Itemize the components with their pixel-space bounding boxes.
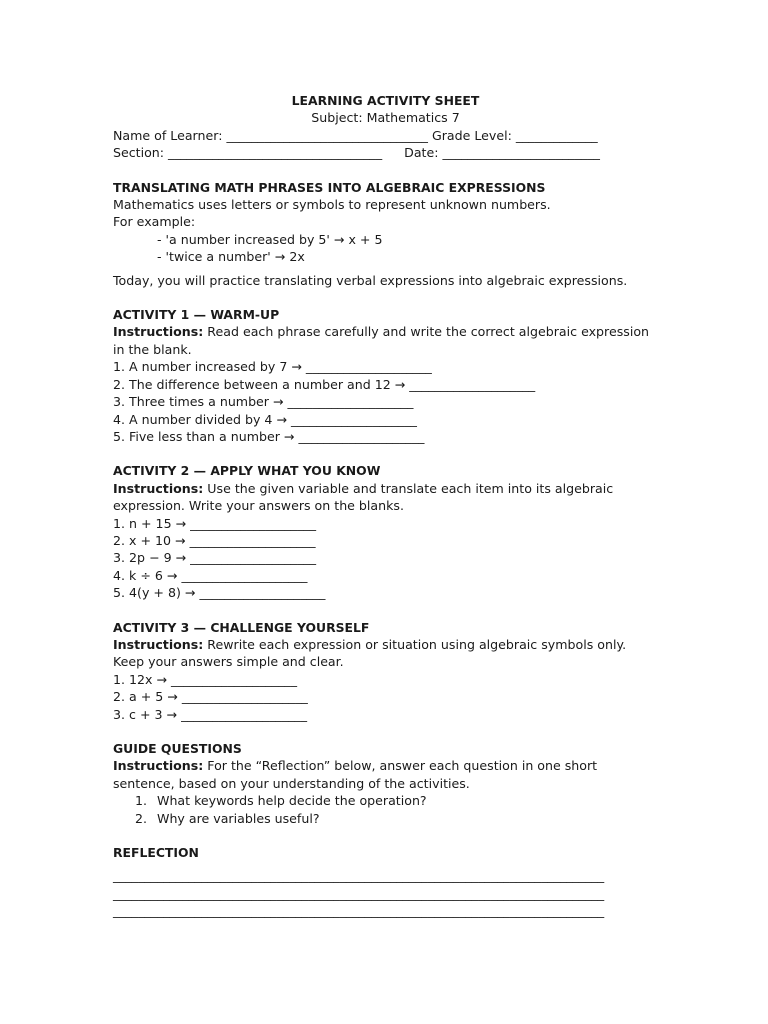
activity3-instructions xyxy=(113,636,658,671)
activity1-item[interactable]: 1. A number increased by 7 → ____________________ xyxy=(113,359,432,375)
activity2-heading: ACTIVITY 2 — APPLY WHAT YOU KNOW xyxy=(113,463,381,479)
activity1-item[interactable]: 4. A number divided by 4 → ____________________ xyxy=(113,411,417,427)
activity1-heading: ACTIVITY 1 — WARM-UP xyxy=(113,307,280,323)
subject-label: Subject: Mathematics 7 xyxy=(311,110,460,126)
activity2-item[interactable]: 5. 4(y + 8) → ____________________ xyxy=(113,585,326,601)
intro-closing: Today, you will practice translating verbal expressions into algebraic expressions. xyxy=(113,272,628,288)
guide-question-list xyxy=(113,792,658,827)
guide-heading: GUIDE QUESTIONS xyxy=(113,741,242,756)
reflection-heading: REFLECTION xyxy=(113,845,199,861)
section-field[interactable]: Section: __________________________________ xyxy=(113,145,383,161)
activity2-instructions xyxy=(113,480,658,515)
date-field[interactable]: Date: _________________________ xyxy=(404,145,600,161)
instructions-label: Instructions: xyxy=(113,636,204,652)
activity2-item[interactable]: 1. n + 15 → ____________________ xyxy=(113,515,317,531)
activity2-item[interactable]: 3. 2p − 9 → ____________________ xyxy=(113,550,317,566)
activity3-heading: ACTIVITY 3 — CHALLENGE YOURSELF xyxy=(113,619,370,635)
instructions-text: Read each phrase carefully and write the correct algebraic expression in the blank. xyxy=(113,324,650,357)
activity-sheet xyxy=(113,92,658,920)
activity1-item[interactable]: 2. The difference between a number and 12 → ____________________ xyxy=(113,376,536,392)
sheet-title: LEARNING ACTIVITY SHEET xyxy=(291,93,480,108)
instructions-label: Instructions: xyxy=(113,758,204,774)
section-date-row xyxy=(113,144,658,161)
activity1-item[interactable]: 5. Five less than a number → ____________________ xyxy=(113,428,425,444)
guide-question xyxy=(135,792,658,809)
activity3-item[interactable]: 1. 12x → ____________________ xyxy=(113,671,297,687)
intro-example-1: - 'a number increased by 5' → x + 5 xyxy=(157,231,383,247)
reflection-answer-line[interactable]: ______________________________________________________________________________ xyxy=(113,868,605,884)
question-text: What keywords help decide the operation? xyxy=(157,793,427,809)
intro-line-2: For example: xyxy=(113,214,196,230)
intro-line-1: Mathematics uses letters or symbols to represent unknown numbers. xyxy=(113,197,551,213)
guide-instructions xyxy=(113,757,658,792)
question-text: Why are variables useful? xyxy=(157,810,320,826)
activity3-item[interactable]: 2. a + 5 → ____________________ xyxy=(113,689,308,705)
instructions-label: Instructions: xyxy=(113,324,204,340)
instructions-text: For the “Reflection” below, answer each question in one short sentence, based on your understanding of the activities. xyxy=(113,758,598,791)
name-of-learner-field[interactable]: Name of Learner: ________________________________ xyxy=(113,127,428,143)
activity2-item[interactable]: 4. k ÷ 6 → ____________________ xyxy=(113,567,308,583)
activity2-item[interactable]: 2. x + 10 → ____________________ xyxy=(113,532,316,548)
reflection-answer-line[interactable]: ______________________________________________________________________________ xyxy=(113,885,605,901)
reflection-answer-line[interactable]: ______________________________________________________________________________ xyxy=(113,903,605,919)
activity1-item[interactable]: 3. Three times a number → ____________________ xyxy=(113,394,414,410)
guide-question xyxy=(135,810,658,827)
intro-example-2: - 'twice a number' → 2x xyxy=(157,249,305,265)
activity3-item[interactable]: 3. c + 3 → ____________________ xyxy=(113,706,308,722)
instructions-label: Instructions: xyxy=(113,480,204,496)
question-number: 1. xyxy=(135,793,148,809)
name-grade-row xyxy=(113,127,658,144)
instructions-text: Use the given variable and translate each item into its algebraic expression. Write your answers on the blanks. xyxy=(113,480,614,514)
question-number: 2. xyxy=(135,810,148,826)
instructions-text: Rewrite each expression or situation using algebraic symbols only. Keep your answers simple and clear. xyxy=(113,636,627,670)
grade-level-field[interactable]: Grade Level: _____________ xyxy=(431,127,598,143)
activity1-instructions xyxy=(113,323,658,358)
intro-heading: TRANSLATING MATH PHRASES INTO ALGEBRAIC EXPRESSIONS xyxy=(113,179,546,195)
